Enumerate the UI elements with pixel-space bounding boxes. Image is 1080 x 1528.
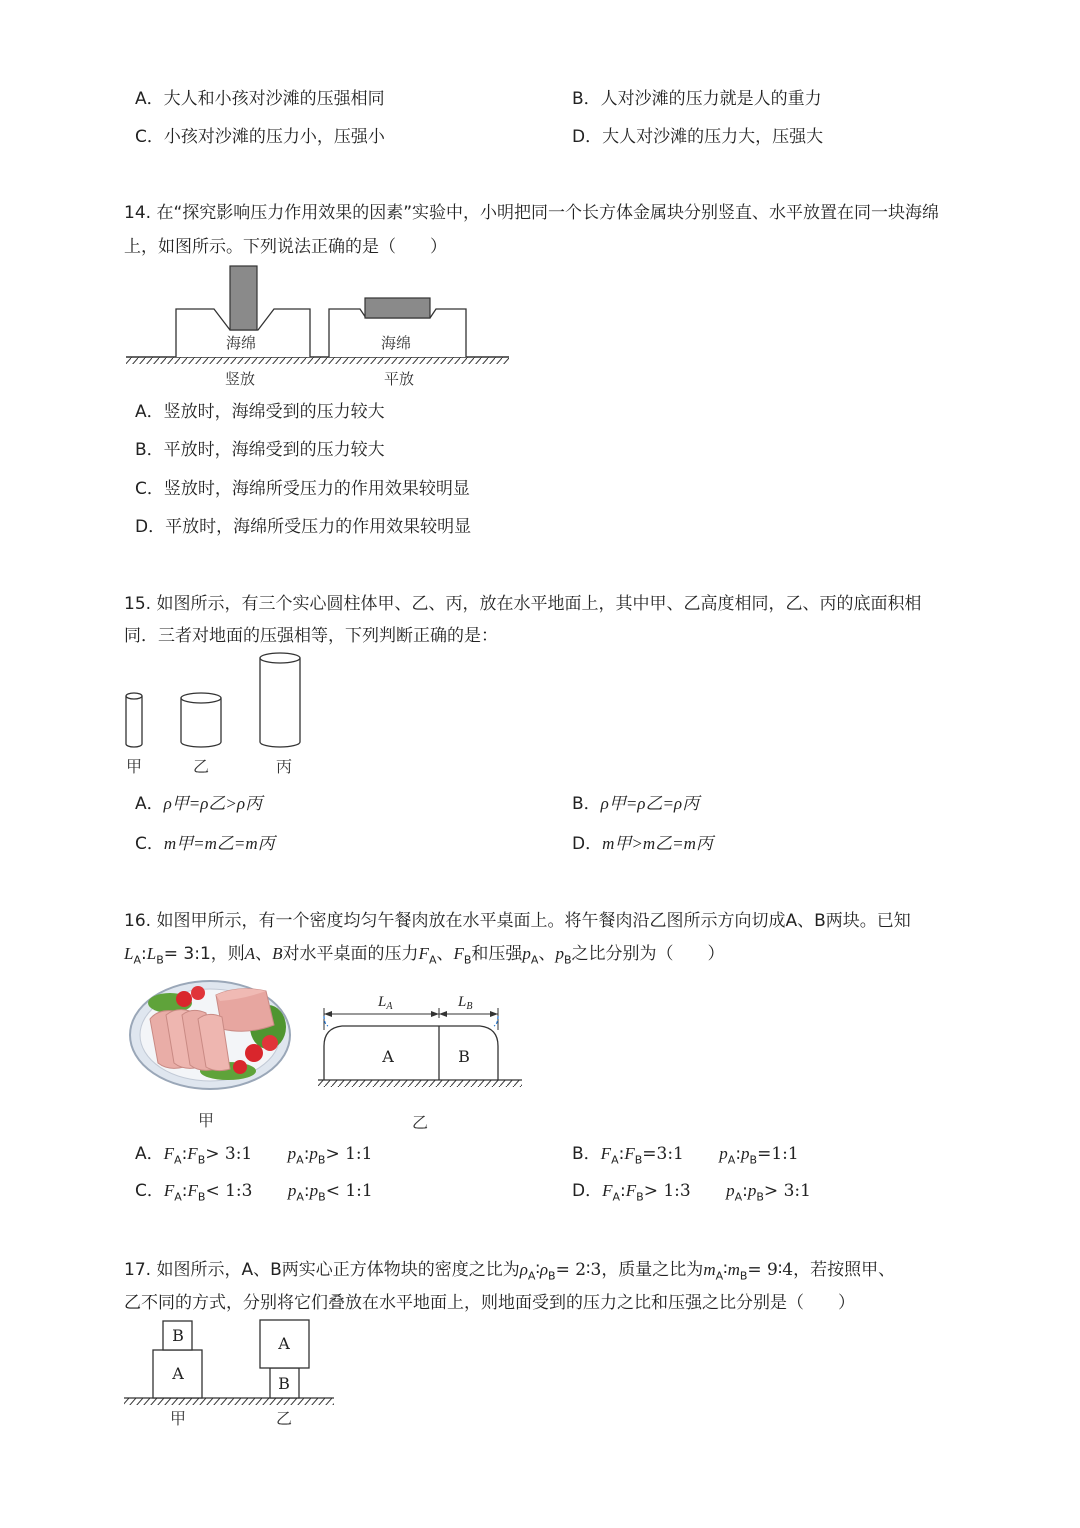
force-ratio: < 1:3: [205, 1181, 253, 1201]
q15-option-b[interactable]: [572, 789, 699, 814]
option-prefix: A．: [135, 794, 164, 814]
dim-lb-label: $L_B$: [458, 994, 473, 1012]
stem-part: ，质量之比为: [601, 1260, 704, 1280]
option-prefix: D．: [572, 834, 603, 854]
cylinder-yi: [181, 693, 221, 747]
option-expression: ρ甲=ρ乙>ρ丙: [163, 794, 263, 813]
q14-option-a[interactable]: A．竖放时，海绵受到的压力较大: [135, 402, 385, 422]
q14-option-d[interactable]: D．平放时，海绵所受压力的作用效果较明显: [135, 517, 472, 537]
q15-option-c[interactable]: [135, 829, 275, 854]
q16-option-c[interactable]: C．$F_A:F_B<$ 1:3 $p_A:p_B<$ 1:1: [135, 1181, 373, 1204]
stem-part: 和压强: [471, 944, 523, 964]
q15-option-d[interactable]: [572, 829, 713, 854]
label-b-top-left: B: [172, 1326, 184, 1345]
sponge-label-right: 海绵: [380, 334, 412, 352]
pressure-ratio: =1:1: [757, 1144, 799, 1164]
q17-figure: [122, 1318, 342, 1433]
stem-part: 对水平桌面的压力: [282, 944, 419, 964]
q13-option-d[interactable]: D．大人对沙滩的压力大，压强大: [572, 127, 824, 147]
label-a-bottom-left: A: [172, 1364, 184, 1383]
caption-yi: 乙: [275, 1409, 293, 1428]
q17-stem-line2: 乙不同的方式，分别将它们叠放在水平地面上，则地面受到的压力之比和压强之比分别是（ ）: [124, 1293, 855, 1313]
stem-part: 之比分别为（ ）: [571, 944, 725, 964]
q15-stem-line1: 15. 如图所示，有三个实心圆柱体甲、乙、丙，放在水平地面上，其中甲、乙高度相同，乙、丙的底面积相: [124, 594, 922, 614]
q16-option-a[interactable]: A．$F_A:F_B>$ 3:1 $p_A:p_B>$ 1:1: [135, 1144, 373, 1167]
stem-part: 17. 如图所示，A、B两实心正方体物块的密度之比为: [124, 1260, 520, 1280]
pressure-ratio: < 1:1: [325, 1181, 373, 1201]
option-prefix: B．: [572, 794, 601, 814]
label-bing: 丙: [275, 757, 293, 776]
pressure-ratio: > 1:1: [325, 1144, 373, 1164]
force-ratio: =3:1: [642, 1144, 684, 1164]
pressure-ratio: > 3:1: [763, 1181, 811, 1201]
caption-horizontal: 平放: [383, 370, 415, 388]
block-b-label: B: [458, 1047, 470, 1066]
q16-stem-line1: 16. 如图甲所示，有一个密度均匀午餐肉放在水平桌面上。将午餐肉沿乙图所示方向切成A、B两块。已知: [124, 911, 911, 931]
caption-yi: 乙: [412, 1113, 429, 1132]
q14-option-c[interactable]: C．竖放时，海绵所受压力的作用效果较明显: [135, 479, 470, 499]
label-yi: 乙: [192, 757, 210, 776]
block-a-label: A: [382, 1047, 394, 1066]
stem-part: = 3:1，则: [163, 944, 245, 964]
option-prefix: D．: [572, 1181, 603, 1201]
mass-ratio: = 9∶4: [747, 1260, 794, 1280]
sponge-label-left: 海绵: [225, 334, 257, 352]
force-ratio: > 3:1: [205, 1144, 253, 1164]
q15-figure: [120, 652, 320, 778]
dim-la-label: $L_A$: [378, 994, 393, 1012]
option-expression: m甲=m乙=m丙: [163, 834, 275, 853]
density-ratio: = 2∶3: [555, 1260, 602, 1280]
q13-option-c[interactable]: C．小孩对沙滩的压力小，压强小: [135, 127, 385, 147]
q15-stem-line2: 同．三者对地面的压强相等，下列判断正确的是：: [124, 626, 498, 646]
ground-hatch: [126, 357, 509, 364]
force-ratio: > 1:3: [643, 1181, 691, 1201]
option-prefix: B．: [572, 1144, 601, 1164]
q13-option-b[interactable]: B．人对沙滩的压力就是人的重力: [572, 89, 822, 109]
q13-option-a[interactable]: A．大人和小孩对沙滩的压强相同: [135, 89, 385, 109]
caption-jia: 甲: [198, 1111, 215, 1130]
cylinder-bing: [260, 653, 300, 747]
q14-stem-line1: 14. 在“探究影响压力作用效果的因素”实验中，小明把同一个长方体金属块分别竖直、水平放置在同一块海绵: [124, 203, 940, 223]
cylinder-jia: [126, 693, 142, 747]
q16-stem-line2: $L_A:L_B=$ 3:1，则A、B对水平桌面的压力$F_A$、$F_B$和压强$p_A$、$p_B$之比分别为（ ）: [124, 944, 725, 967]
q15-option-a[interactable]: [135, 789, 262, 814]
option-expression: m甲>m乙=m丙: [602, 834, 713, 853]
q14-stem-line2: 上，如图所示。下列说法正确的是（ ）: [124, 237, 447, 257]
q16-option-b[interactable]: B．$F_A:F_B=3:1$ $p_A:p_B=1:1$: [572, 1144, 799, 1167]
label-jia: 甲: [125, 757, 143, 776]
q14-figure: [124, 262, 514, 392]
caption-jia: 甲: [169, 1409, 187, 1428]
label-b-bottom-right: B: [278, 1374, 290, 1393]
metal-block-horizontal: [365, 298, 430, 318]
q17-stem-line1: 17. 如图所示，A、B两实心正方体物块的密度之比为$\rho_A∶\rho_B=$ 2∶3，质量之比为$m_A∶m_B=$ 9∶4，若按照甲、: [124, 1260, 896, 1283]
option-prefix: C．: [135, 834, 164, 854]
q16-option-d[interactable]: D．$F_A:F_B>$ 1:3 $p_A:p_B>$ 3:1: [572, 1181, 811, 1204]
caption-vertical: 竖放: [224, 370, 256, 388]
label-a-top-right: A: [278, 1334, 290, 1353]
q14-option-b[interactable]: B．平放时，海绵受到的压力较大: [135, 440, 385, 460]
stem-part: ，若按照甲、: [793, 1260, 896, 1280]
metal-block-vertical: [230, 266, 257, 330]
luncheon-meat-plate-image: [128, 975, 298, 1095]
option-prefix: C．: [135, 1181, 164, 1201]
option-expression: ρ甲=ρ乙=ρ丙: [600, 794, 700, 813]
q16-cut-diagram: [318, 990, 528, 1100]
option-prefix: A．: [135, 1144, 164, 1164]
